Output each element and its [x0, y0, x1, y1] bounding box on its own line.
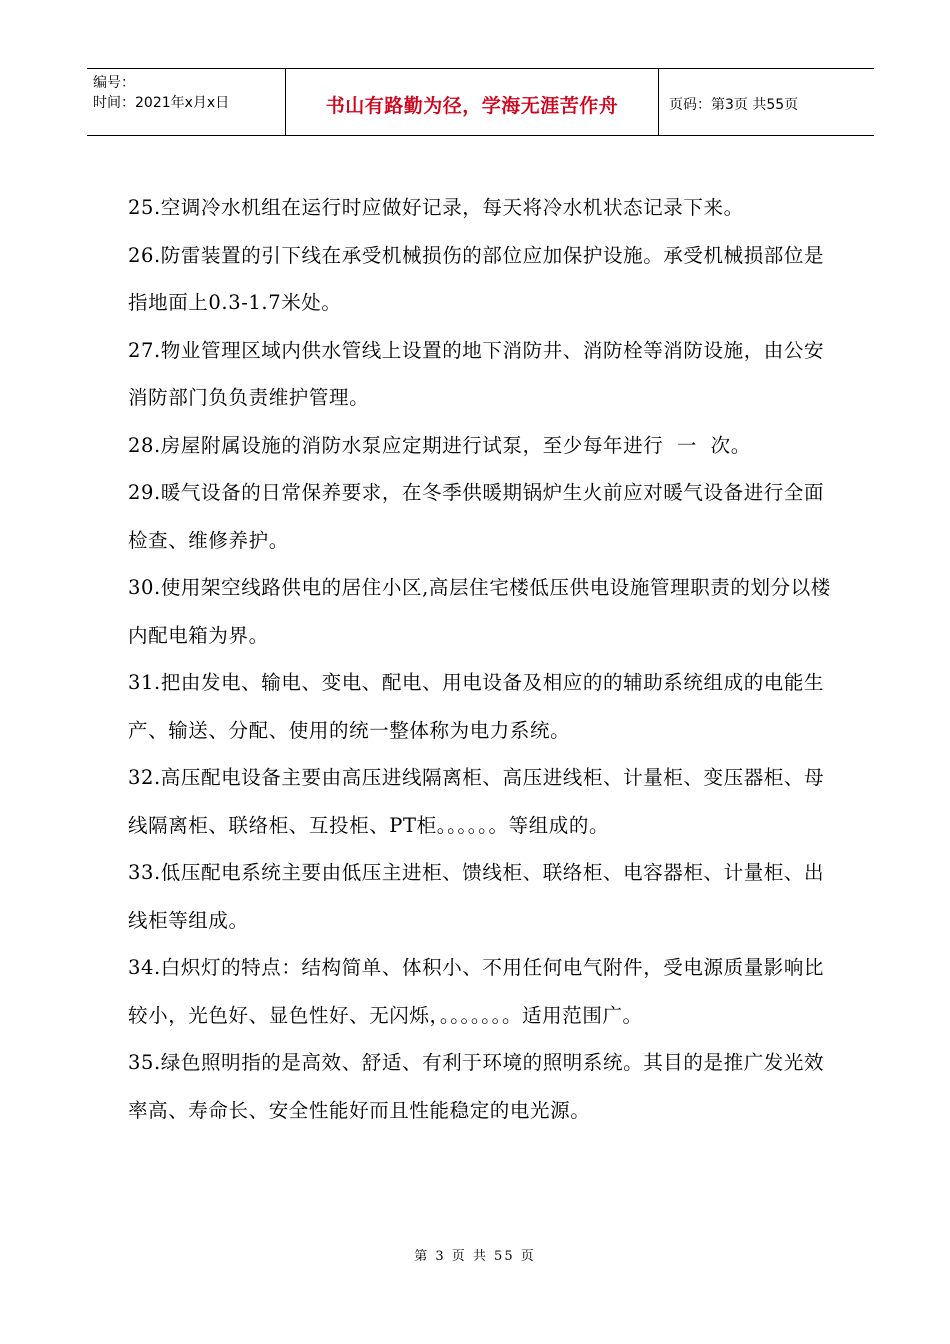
header-meta-cell: [87, 69, 286, 135]
header-motto: 书山有路勤为径，学海无涯苦作舟: [325, 94, 619, 117]
list-item: 25.空调冷水机组在运行时应做好记录，每天将冷水机状态记录下来。: [128, 196, 744, 219]
date-label: 时间：2021年x月x日: [93, 95, 230, 111]
list-item: 28.房屋附属设施的消防水泵应定期进行试泵，至少每年进行 一 次。: [128, 433, 751, 457]
list-item: 26.防雷装置的引下线在承受机械损伤的部位应加保护设施。承受机械损部位是指地面上0.3-1.7米处。: [128, 243, 825, 314]
list-item: 31.把由发电、输电、变电、配电、用电设备及相应的的辅助系统组成的电能生产、输送、分配、使用的统一整体称为电力系统。: [128, 671, 825, 742]
page-number-cell: [659, 69, 874, 135]
list-item: 30.使用架空线路供电的居住小区,高层住宅楼低压供电设施管理职责的划分以楼内配电箱为界。: [128, 576, 831, 647]
motto-cell: [286, 69, 659, 135]
page-header: [87, 68, 874, 136]
question-list: [128, 184, 832, 1134]
footer-page-number: 第 3 页 共 55 页: [414, 1249, 536, 1264]
list-item: 33.低压配电系统主要由低压主进柜、馈线柜、联络柜、电容器柜、计量柜、出线柜等组成。: [128, 861, 825, 932]
list-item: 29.暖气设备的日常保养要求，在冬季供暖期锅炉生火前应对暖气设备进行全面检查、维修养护。: [128, 481, 825, 552]
list-item: 34.白炽灯的特点：结构简单、体积小、不用任何电气附件，受电源质量影响比较小，光色好、显色性好、无闪烁，。。。。。。。适用范围广。: [128, 956, 825, 1027]
header-page-label: 页码：第3页 共55页: [669, 97, 799, 113]
serial-number-label: 编号：: [93, 75, 135, 91]
list-item: 27.物业管理区域内供水管线上设置的地下消防井、消防栓等消防设施，由公安消防部门负负责维护管理。: [128, 338, 825, 409]
list-item: 35.绿色照明指的是高效、舒适、有利于环境的照明系统。其目的是推广发光效率高、寿命长、安全性能好而且性能稳定的电光源。: [128, 1051, 825, 1122]
page-footer: [0, 1245, 950, 1264]
list-item: 32.高压配电设备主要由高压进线隔离柜、高压进线柜、计量柜、变压器柜、母线隔离柜、联络柜、互投柜、PT柜。。。。。。等组成的。: [128, 766, 825, 837]
